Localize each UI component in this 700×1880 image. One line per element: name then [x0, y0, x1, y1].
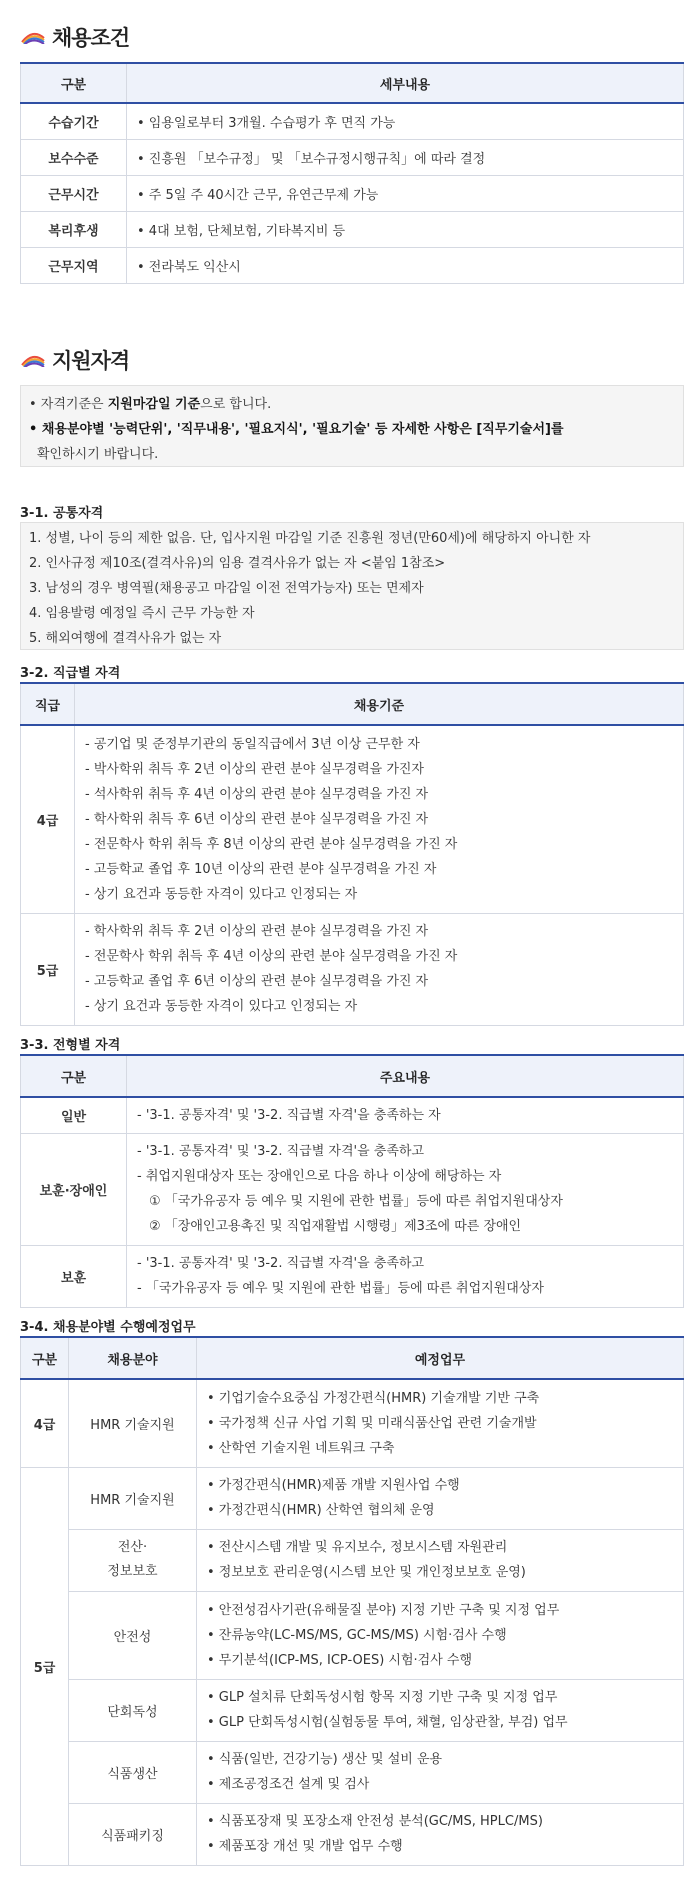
duty-content [197, 1679, 684, 1741]
list-item: - 상기 요건과 동등한 자격이 있다고 인정되는 자 [85, 886, 358, 902]
type-content [127, 1245, 684, 1307]
grade-criteria [75, 725, 684, 913]
type-content [127, 1133, 684, 1245]
type-label: 보훈·장애인 [21, 1133, 127, 1245]
subsection-title: 3-1. 공통자격 [20, 506, 104, 521]
table-header: 채용기준 [75, 683, 684, 725]
list-item: • GLP 단회독성시험(실험동물 투여, 채혈, 임상관찰, 부검) 업무 [207, 1715, 568, 1730]
notice-line [29, 392, 675, 417]
list-item: - 학사학위 취득 후 6년 이상의 관련 분야 실무경력을 가진 자 [85, 811, 429, 827]
list-item: 5. 해외여행에 결격사유가 없는 자 [29, 631, 222, 646]
table-row [21, 175, 684, 211]
row-label: 근무시간 [21, 175, 127, 211]
table-row [21, 1097, 684, 1133]
list-item: 1. 성별, 나이 등의 제한 없음. 단, 입사지원 마감일 기준 진흥원 정년(만60세)에 해당하지 아니한 자 [29, 531, 591, 546]
table-row [21, 1529, 684, 1591]
table-row [21, 1679, 684, 1741]
row-value: • 진흥원 「보수규정」 및 「보수규정시행규칙」에 따라 결정 [127, 139, 684, 175]
list-item: - 「국가유공자 등 예우 및 지원에 관한 법률」등에 따른 취업지원대상자 [137, 1281, 544, 1296]
notice-line: • 채용분야별 '능력단위', '직무내용', '필요지식', '필요기술' 등 자세한 사항은 [직무기술서]를 [29, 422, 564, 437]
section-title-qualification [20, 345, 129, 375]
field-label: HMR 기술지원 [69, 1467, 197, 1529]
field-label: 단회독성 [69, 1679, 197, 1741]
section-title-text: 지원자격 [52, 349, 130, 373]
table-row [21, 1245, 684, 1307]
type-label: 일반 [21, 1097, 127, 1133]
list-item: • 전산시스템 개발 및 유지보수, 정보시스템 자원관리 [207, 1540, 508, 1555]
list-item: - 석사학위 취득 후 4년 이상의 관련 분야 실무경력을 가진 자 [85, 786, 429, 802]
table-header: 세부내용 [127, 63, 684, 103]
field-label: 전산· 정보보호 [69, 1529, 197, 1591]
field-label: HMR 기술지원 [69, 1379, 197, 1467]
subsection-title: 3-4. 채용분야별 수행예정업무 [20, 1320, 196, 1335]
table-header: 구분 [21, 63, 127, 103]
table-header: 구분 [21, 1337, 69, 1379]
row-label: 보수수준 [21, 139, 127, 175]
duty-content [197, 1591, 684, 1679]
list-item: • 무기분석(ICP-MS, ICP-OES) 시험·검사 수행 [207, 1652, 473, 1668]
list-item: • 정보보호 관리운영(시스템 보안 및 개인정보보호 운영) [207, 1565, 526, 1580]
list-item: • 산학연 기술지원 네트워크 구축 [207, 1440, 395, 1456]
table-header: 주요내용 [127, 1055, 684, 1097]
list-item: • 가정간편식(HMR) 산학연 협의체 운영 [207, 1503, 435, 1518]
row-label: 근무지역 [21, 247, 127, 283]
common-box [20, 522, 684, 650]
row-value: • 전라북도 익산시 [127, 247, 684, 283]
table-row [21, 913, 684, 1025]
table-header: 채용분야 [69, 1337, 197, 1379]
table-row [21, 1803, 684, 1865]
list-item: • 식품(일반, 건강기능) 생산 및 설비 운용 [207, 1752, 443, 1767]
list-item: • 잔류농약(LC-MS/MS, GC-MS/MS) 시험·검사 수행 [207, 1627, 507, 1643]
table-header: 직급 [21, 683, 75, 725]
table-row [21, 211, 684, 247]
list-item: - 전문학사 학위 취득 후 8년 이상의 관련 분야 실무경력을 가진 자 [85, 836, 458, 852]
list-item: - '3-1. 공통자격' 및 '3-2. 직급별 자격'을 충족하고 [137, 1256, 425, 1271]
list-item: - 취업지원대상자 또는 장애인으로 다음 하나 이상에 해당하는 자 [137, 1169, 502, 1184]
duty-content [197, 1529, 684, 1591]
list-item: - 고등학교 졸업 후 10년 이상의 관련 분야 실무경력을 가진 자 [85, 861, 437, 877]
list-item: ① 「국가유공자 등 예우 및 지원에 관한 법률」등에 따른 취업지원대상자 [149, 1194, 563, 1209]
notice-box [20, 385, 684, 467]
list-item: 3. 남성의 경우 병역필(채용공고 마감일 이전 전역가능자) 또는 면제자 [29, 581, 424, 596]
list-item: - 박사학위 취득 후 2년 이상의 관련 분야 실무경력을 가진자 [85, 761, 424, 777]
notice-text: • 자격기준은 [29, 397, 108, 412]
table-header: 구분 [21, 1055, 127, 1097]
table-header: 예정업무 [197, 1337, 684, 1379]
row-value: • 주 5일 주 40시간 근무, 유연근무제 가능 [127, 175, 684, 211]
subsection-title: 3-2. 직급별 자격 [20, 666, 121, 681]
list-item: - '3-1. 공통자격' 및 '3-2. 직급별 자격'을 충족하고 [137, 1144, 425, 1159]
type-content [127, 1097, 684, 1133]
duty-content [197, 1379, 684, 1467]
type-table [20, 1054, 684, 1308]
grade-label: 4급 [21, 1379, 69, 1467]
list-item: 4. 임용발령 예정일 즉시 근무 가능한 자 [29, 606, 255, 621]
list-item: • 제품포장 개선 및 개발 업무 수행 [207, 1839, 403, 1854]
subsection-title: 3-3. 전형별 자격 [20, 1038, 121, 1053]
notice-text: 으로 합니다. [200, 397, 272, 412]
list-item: - 상기 요건과 동등한 자격이 있다고 인정되는 자 [85, 999, 358, 1014]
row-label: 수습기간 [21, 103, 127, 139]
row-label: 복리후생 [21, 211, 127, 247]
table-row [21, 725, 684, 913]
conditions-table [20, 62, 684, 284]
grade-label: 4급 [21, 725, 75, 913]
duty-content [197, 1741, 684, 1803]
list-item: - 전문학사 학위 취득 후 4년 이상의 관련 분야 실무경력을 가진 자 [85, 949, 458, 964]
table-row [21, 1133, 684, 1245]
table-row [21, 139, 684, 175]
table-row [21, 1379, 684, 1467]
section-title-text: 채용조건 [52, 26, 130, 50]
list-item: ② 「장애인고용촉진 및 직업재활법 시행령」제3조에 따른 장애인 [149, 1219, 522, 1234]
type-label: 보훈 [21, 1245, 127, 1307]
list-item: • 국가정책 신규 사업 기획 및 미래식품산업 관련 기술개발 [207, 1415, 537, 1431]
table-row [21, 1741, 684, 1803]
table-row [21, 1467, 684, 1529]
list-item: 2. 인사규정 제10조(결격사유)의 임용 결격사유가 없는 자 <붙임 1참조> [29, 556, 446, 571]
list-item: • 기업기술수요중심 가정간편식(HMR) 기술개발 기반 구축 [207, 1390, 540, 1406]
list-item: • GLP 설치류 단회독성시험 항목 지정 기반 구축 및 지정 업무 [207, 1690, 558, 1705]
grade-table [20, 682, 684, 1026]
grade-label: 5급 [21, 913, 75, 1025]
table-row [21, 247, 684, 283]
rainbow-logo-icon [20, 353, 46, 367]
list-item: • 가정간편식(HMR)제품 개발 지원사업 수행 [207, 1478, 460, 1493]
notice-bold: 지원마감일 기준 [107, 397, 201, 412]
row-value: • 임용일로부터 3개월. 수습평가 후 면직 가능 [127, 103, 684, 139]
list-item: - '3-1. 공통자격' 및 '3-2. 직급별 자격'을 충족하는 자 [137, 1107, 441, 1123]
duties-table [20, 1336, 684, 1866]
rainbow-logo-icon [20, 30, 46, 44]
table-row [21, 1591, 684, 1679]
grade-label: 5급 [21, 1467, 69, 1865]
duty-content [197, 1467, 684, 1529]
field-label: 식품패키징 [69, 1803, 197, 1865]
row-value: • 4대 보험, 단체보험, 기타복지비 등 [127, 211, 684, 247]
field-label: 안전성 [69, 1591, 197, 1679]
grade-criteria [75, 913, 684, 1025]
list-item: - 공기업 및 준정부기관의 동일직급에서 3년 이상 근무한 자 [85, 736, 420, 752]
list-item: - 학사학위 취득 후 2년 이상의 관련 분야 실무경력을 가진 자 [85, 924, 429, 939]
list-item: • 제조공정조건 설계 및 검사 [207, 1777, 370, 1792]
notice-line: 확인하시기 바랍니다. [37, 447, 159, 462]
list-item: • 식품포장재 및 포장소재 안전성 분석(GC/MS, HPLC/MS) [207, 1814, 543, 1829]
list-item: - 고등학교 졸업 후 6년 이상의 관련 분야 실무경력을 가진 자 [85, 974, 429, 989]
table-row [21, 103, 684, 139]
list-item: • 안전성검사기관(유해물질 분야) 지정 기반 구축 및 지정 업무 [207, 1602, 560, 1618]
duty-content [197, 1803, 684, 1865]
section-title-conditions [20, 22, 129, 52]
field-label: 식품생산 [69, 1741, 197, 1803]
